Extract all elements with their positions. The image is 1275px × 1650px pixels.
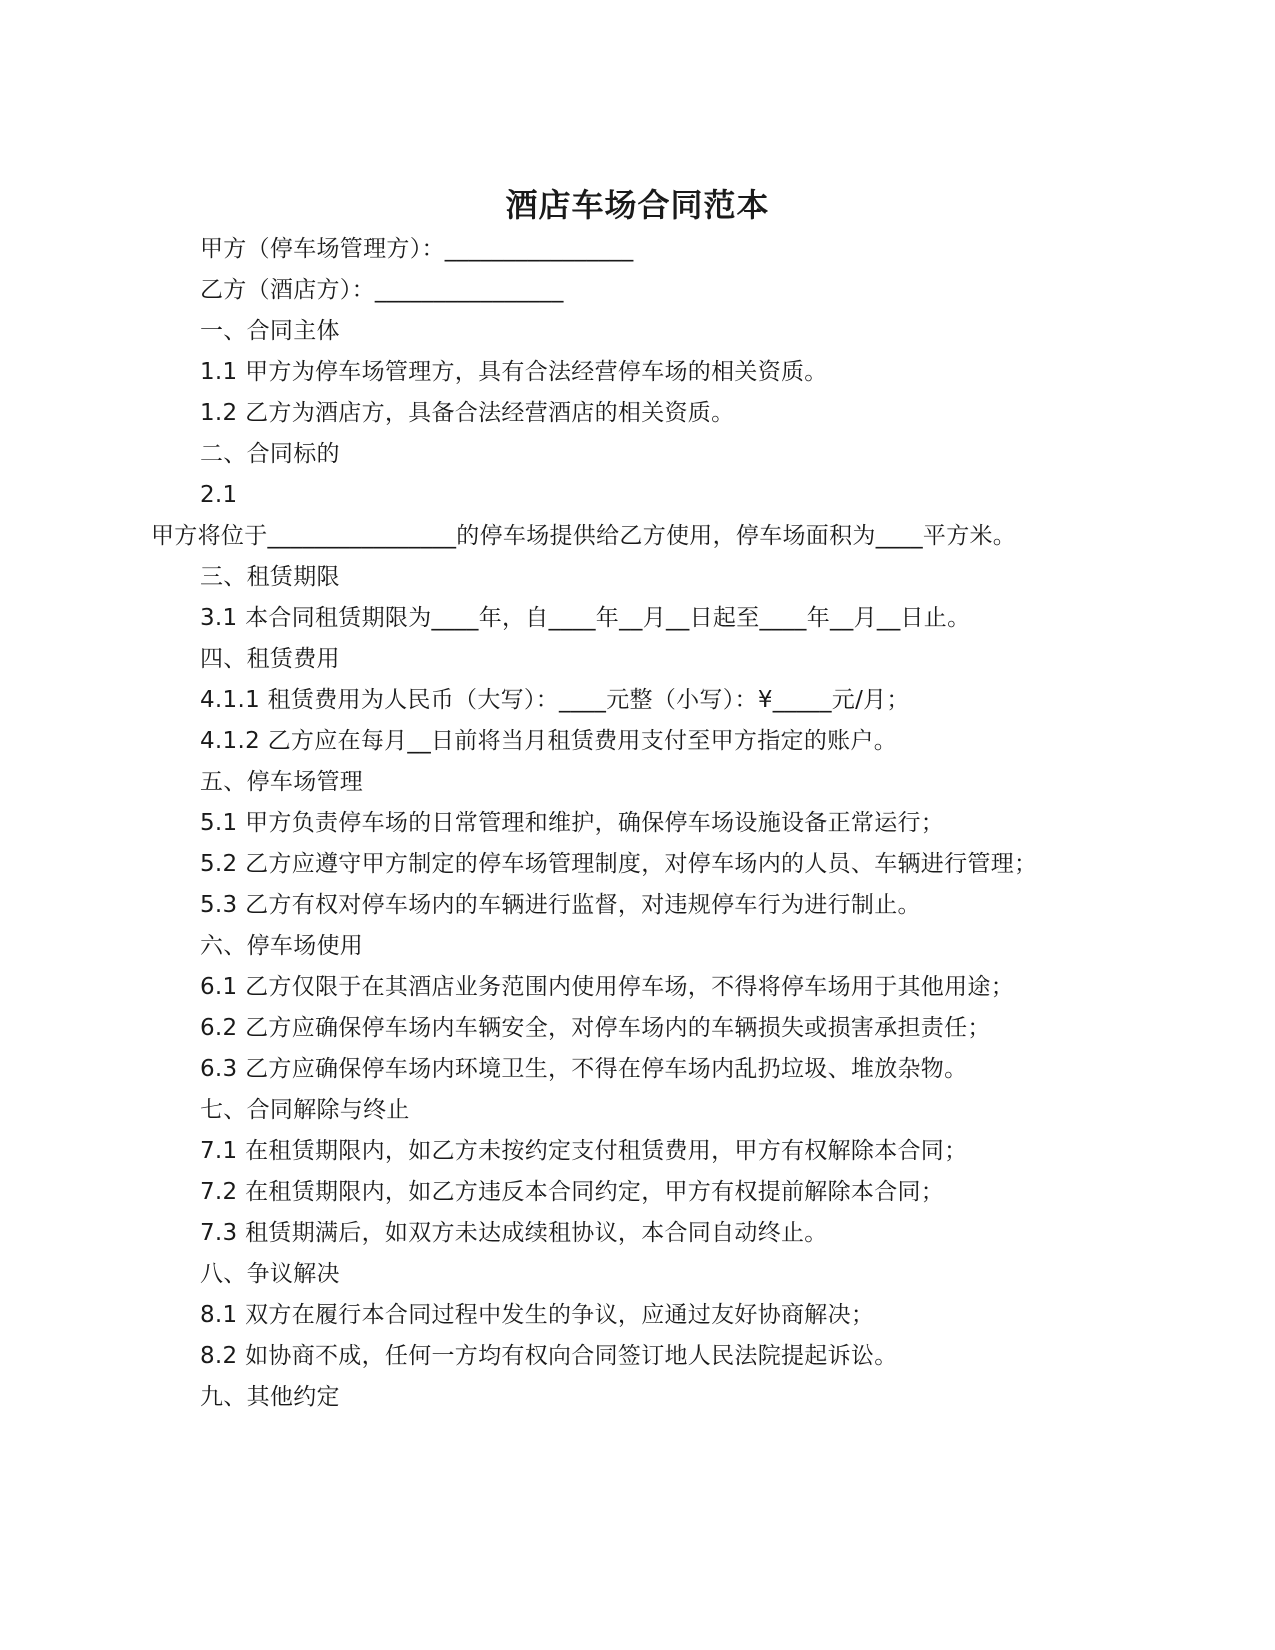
clause-line: 5.1 甲方负责停车场的日常管理和维护，确保停车场设施设备正常运行； [200, 810, 945, 836]
section-heading: 二、合同标的 [200, 441, 340, 467]
section-heading: 九、其他约定 [200, 1384, 340, 1410]
section-heading: 八、争议解决 [200, 1261, 340, 1287]
clause-line: 4.1.2 乙方应在每月__日前将当月租赁费用支付至甲方指定的账户。 [200, 728, 898, 754]
section-heading: 四、租赁费用 [200, 646, 340, 672]
clause-line: 7.1 在租赁期限内，如乙方未按约定支付租赁费用，甲方有权解除本合同； [200, 1138, 968, 1164]
clause-line: 1.2 乙方为酒店方，具备合法经营酒店的相关资质。 [200, 400, 735, 426]
section-heading: 五、停车场管理 [200, 769, 364, 795]
party-b-line: 乙方（酒店方）：________________ [200, 277, 564, 303]
party-a-line: 甲方（停车场管理方）：________________ [200, 236, 634, 262]
clause-line: 5.2 乙方应遵守甲方制定的停车场管理制度，对停车场内的人员、车辆进行管理； [200, 851, 1038, 877]
clause-line: 8.2 如协商不成，任何一方均有权向合同签订地人民法院提起诉讼。 [200, 1343, 898, 1369]
clause-line: 6.3 乙方应确保停车场内环境卫生，不得在停车场内乱扔垃圾、堆放杂物。 [200, 1056, 968, 1082]
section-heading: 三、租赁期限 [200, 564, 340, 590]
clause-line: 8.1 双方在履行本合同过程中发生的争议，应通过友好协商解决； [200, 1302, 875, 1328]
clause-line: 5.3 乙方有权对停车场内的车辆进行监督，对违规停车行为进行制止。 [200, 892, 921, 918]
clause-number: 2.1 [200, 482, 238, 508]
clause-line: 7.2 在租赁期限内，如乙方违反本合同约定，甲方有权提前解除本合同； [200, 1179, 945, 1205]
section-heading: 一、合同主体 [200, 318, 340, 344]
clause-line: 4.1.1 租赁费用为人民币（大写）：____元整（小写）：¥_____元/月； [200, 687, 910, 713]
clause-line: 1.1 甲方为停车场管理方，具有合法经营停车场的相关资质。 [200, 359, 828, 385]
document-title: 酒店车场合同范本 [505, 186, 770, 224]
clause-line: 3.1 本合同租赁期限为____年，自____年__月__日起至____年__月__日止。 [200, 605, 971, 631]
clause-line: 6.2 乙方应确保停车场内车辆安全，对停车场内的车辆损失或损害承担责任； [200, 1015, 991, 1041]
clause-line: 6.1 乙方仅限于在其酒店业务范围内使用停车场，不得将停车场用于其他用途； [200, 974, 1014, 1000]
section-heading: 七、合同解除与终止 [200, 1097, 410, 1123]
section-heading: 六、停车场使用 [200, 933, 364, 959]
clause-line: 甲方将位于________________的停车场提供给乙方使用，停车场面积为____平方米。 [151, 523, 1017, 549]
clause-line: 7.3 租赁期满后，如双方未达成续租协议，本合同自动终止。 [200, 1220, 828, 1246]
